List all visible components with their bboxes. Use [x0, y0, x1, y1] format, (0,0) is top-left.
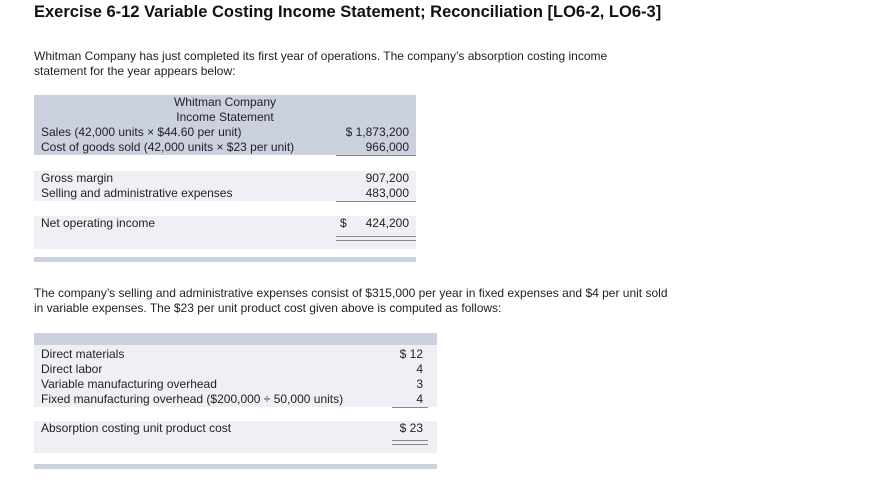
subtotal-rule — [336, 201, 416, 202]
double-rule-bottom — [336, 240, 416, 241]
row-value: $ 23 — [399, 421, 423, 435]
income-statement-header — [34, 95, 416, 125]
row-value: 4 — [416, 392, 423, 406]
row-label: Fixed manufacturing overhead ($200,000 ÷ 50,000 units) — [41, 392, 344, 406]
row-value: $ 1,873,200 — [345, 125, 409, 139]
product-cost-table — [34, 333, 437, 453]
table-row — [34, 377, 437, 392]
row-value: 4 — [416, 362, 423, 376]
row-value: 3 — [416, 377, 423, 391]
table-row — [34, 140, 416, 155]
company-name: Whitman Company — [173, 95, 277, 109]
row-label: Direct materials — [41, 347, 125, 361]
row-label: Direct labor — [41, 362, 103, 376]
row-label: Sales (42,000 units × $44.60 per unit) — [41, 125, 242, 139]
double-rule-top — [392, 440, 428, 441]
row-value: 424,200 — [365, 216, 409, 230]
table-row — [34, 186, 416, 201]
row-gap — [34, 155, 416, 171]
table-bottom-bar — [34, 257, 416, 262]
intro-paragraph: Whitman Company has just completed its first year of operations. The company’s absorption costing income statement for the year appears below: — [34, 49, 608, 78]
row-value: 483,000 — [365, 186, 409, 200]
dollar-sign: $ — [340, 216, 347, 230]
row-label: Cost of goods sold (42,000 units × $23 per unit) — [41, 140, 295, 154]
subtotal-rule — [392, 407, 428, 408]
table-row — [34, 216, 416, 231]
row-label: Absorption costing unit product cost — [41, 421, 232, 435]
expenses-paragraph: The company’s selling and administrative expenses consist of $315,000 per year in fixed expenses and $4 per unit sold in variable expenses. The $23 per unit product cost given above is computed as follows: — [34, 286, 668, 315]
subtotal-rule — [336, 155, 416, 156]
table-row — [34, 125, 416, 140]
statement-name: Income Statement — [176, 110, 274, 124]
net-income-band — [34, 216, 416, 249]
table-bottom-bar — [34, 464, 437, 469]
row-label: Gross margin — [41, 171, 114, 185]
unit-cost-band — [34, 421, 437, 453]
row-label: Selling and administrative expenses — [41, 186, 233, 200]
row-label: Net operating income — [41, 216, 156, 230]
row-value: 966,000 — [365, 140, 409, 154]
row-label: Variable manufacturing overhead — [41, 377, 217, 391]
product-cost-body — [34, 345, 437, 407]
double-rule-top — [336, 236, 416, 237]
row-value: 907,200 — [365, 171, 409, 185]
table-row — [34, 171, 416, 186]
row-gap — [34, 201, 416, 216]
income-statement-band — [34, 95, 416, 155]
table-row — [34, 421, 437, 436]
income-statement-table — [34, 95, 416, 249]
income-statement-lower — [34, 171, 416, 201]
page-title: Exercise 6-12 Variable Costing Income Statement; Reconciliation [LO6-2, LO6-3] — [34, 3, 662, 21]
table-row — [34, 347, 437, 362]
table-row — [34, 362, 437, 377]
row-value: $ 12 — [399, 347, 423, 361]
product-cost-header-band — [34, 333, 437, 345]
double-rule-bottom — [392, 444, 428, 445]
table-row — [34, 392, 437, 407]
row-gap — [34, 407, 437, 421]
